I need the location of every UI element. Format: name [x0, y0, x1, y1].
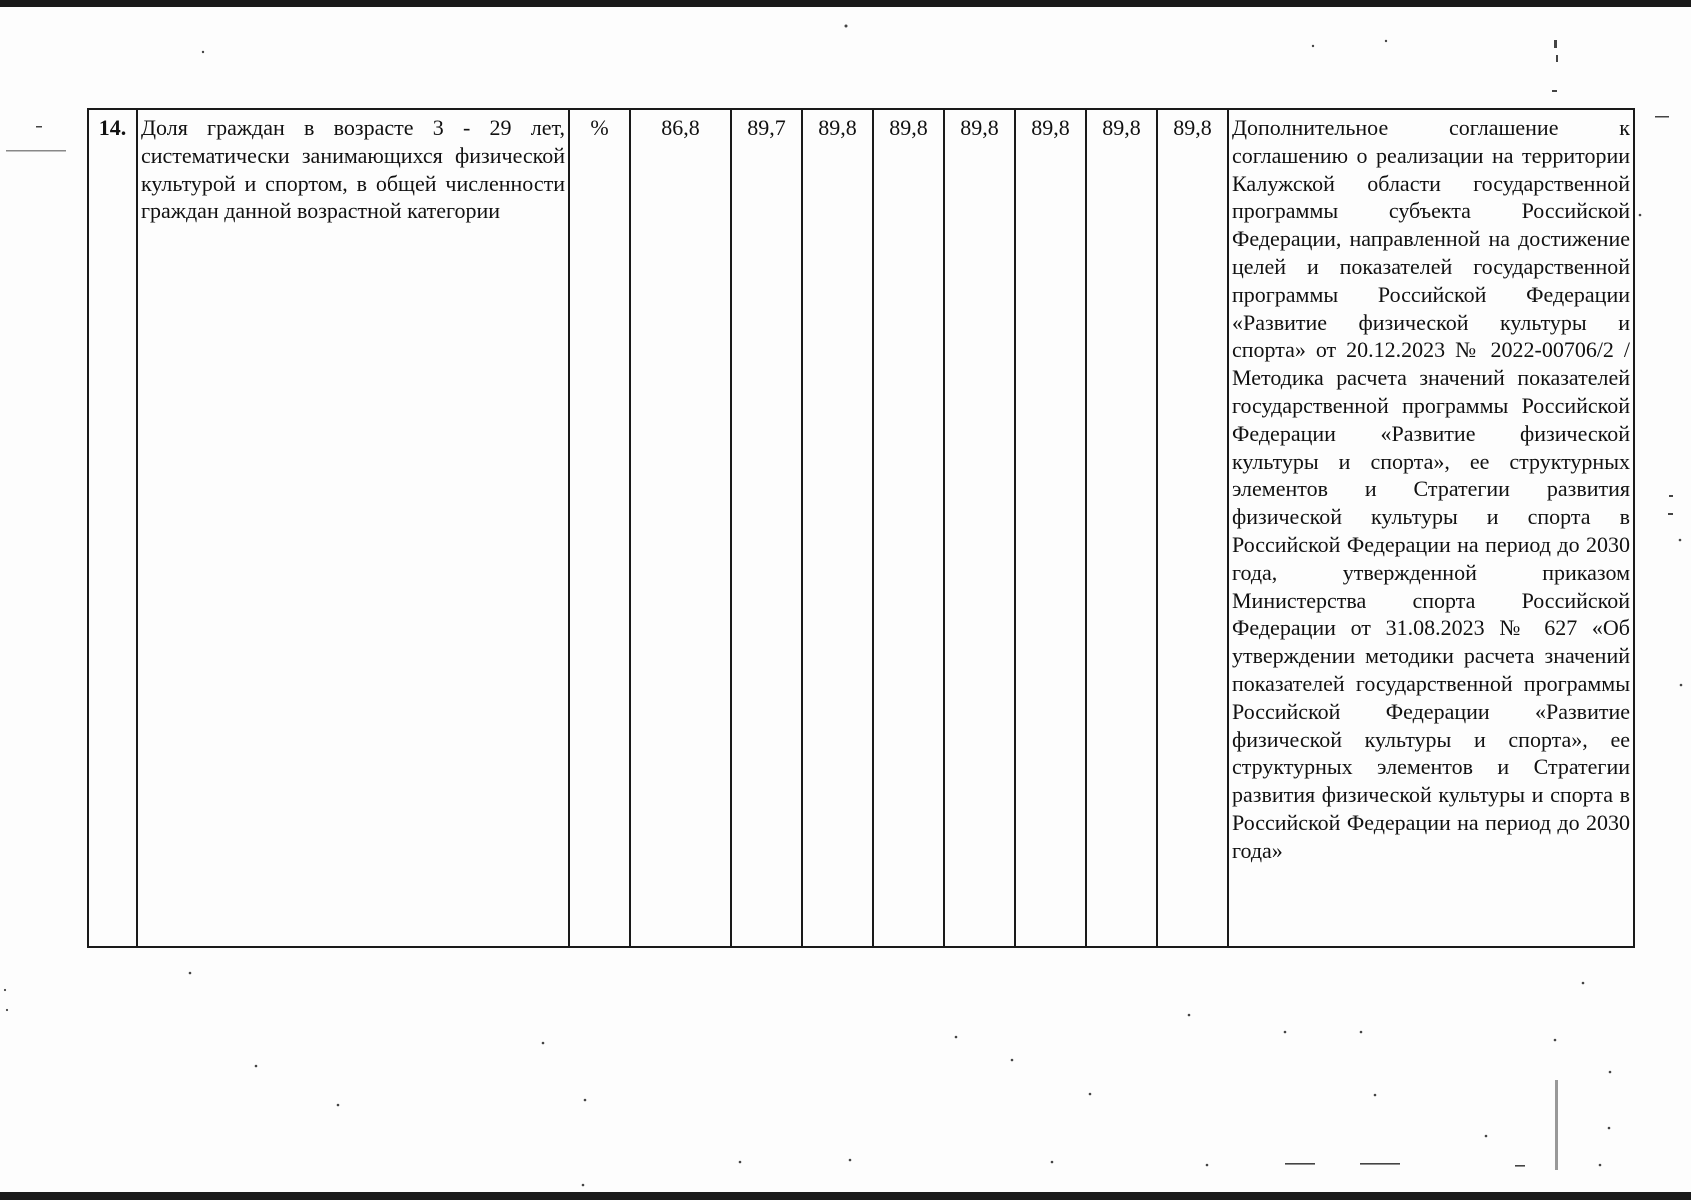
value-cell-1: 86,8 [630, 109, 731, 947]
value-cell-4: 89,8 [873, 109, 944, 947]
indicator-table [87, 108, 1635, 948]
row-number-cell: 14. [88, 109, 137, 947]
value-cell-6: 89,8 [1015, 109, 1086, 947]
value-cell-3: 89,8 [802, 109, 873, 947]
value-cell-7: 89,8 [1086, 109, 1157, 947]
indicator-name-cell: Доля граждан в возрасте 3 - 29 лет, систематически занимающихся физической культурой и спортом, в общей численности граждан данной возрастной категории [137, 109, 569, 947]
value-cell-5: 89,8 [944, 109, 1015, 947]
legal-basis-cell: Дополнительное соглашение к соглашению о реализации на территории Калужской области государственной программы субъекта Российской Федерации, направленной на достижение целей и показателей государственной программы Российской Федерации «Развитие физической культуры и спорта» от 20.12.2023 № 2022-00706/2 / Методика расчета значений показателей государственной программы Российской Федерации «Развитие физической культуры и спорта», ее структурных элементов и Стратегии развития физической культуры и спорта в Российской Федерации на период до 2030 года, утвержденной приказом Министерства спорта Российской Федерации от 31.08.2023 № 627 «Об утверждении методики расчета значений показателей государственной программы Российской Федерации «Развитие физической культуры и спорта», ее структурных элементов и Стратегии развития физической культуры и спорта в Российской Федерации на период до 2030 года» [1228, 109, 1634, 947]
scan-bottom-edge [0, 1192, 1691, 1200]
value-cell-8: 89,8 [1157, 109, 1228, 947]
scan-top-edge [0, 0, 1691, 7]
table-row [88, 109, 1634, 947]
value-cell-2: 89,7 [731, 109, 802, 947]
unit-cell: % [569, 109, 630, 947]
